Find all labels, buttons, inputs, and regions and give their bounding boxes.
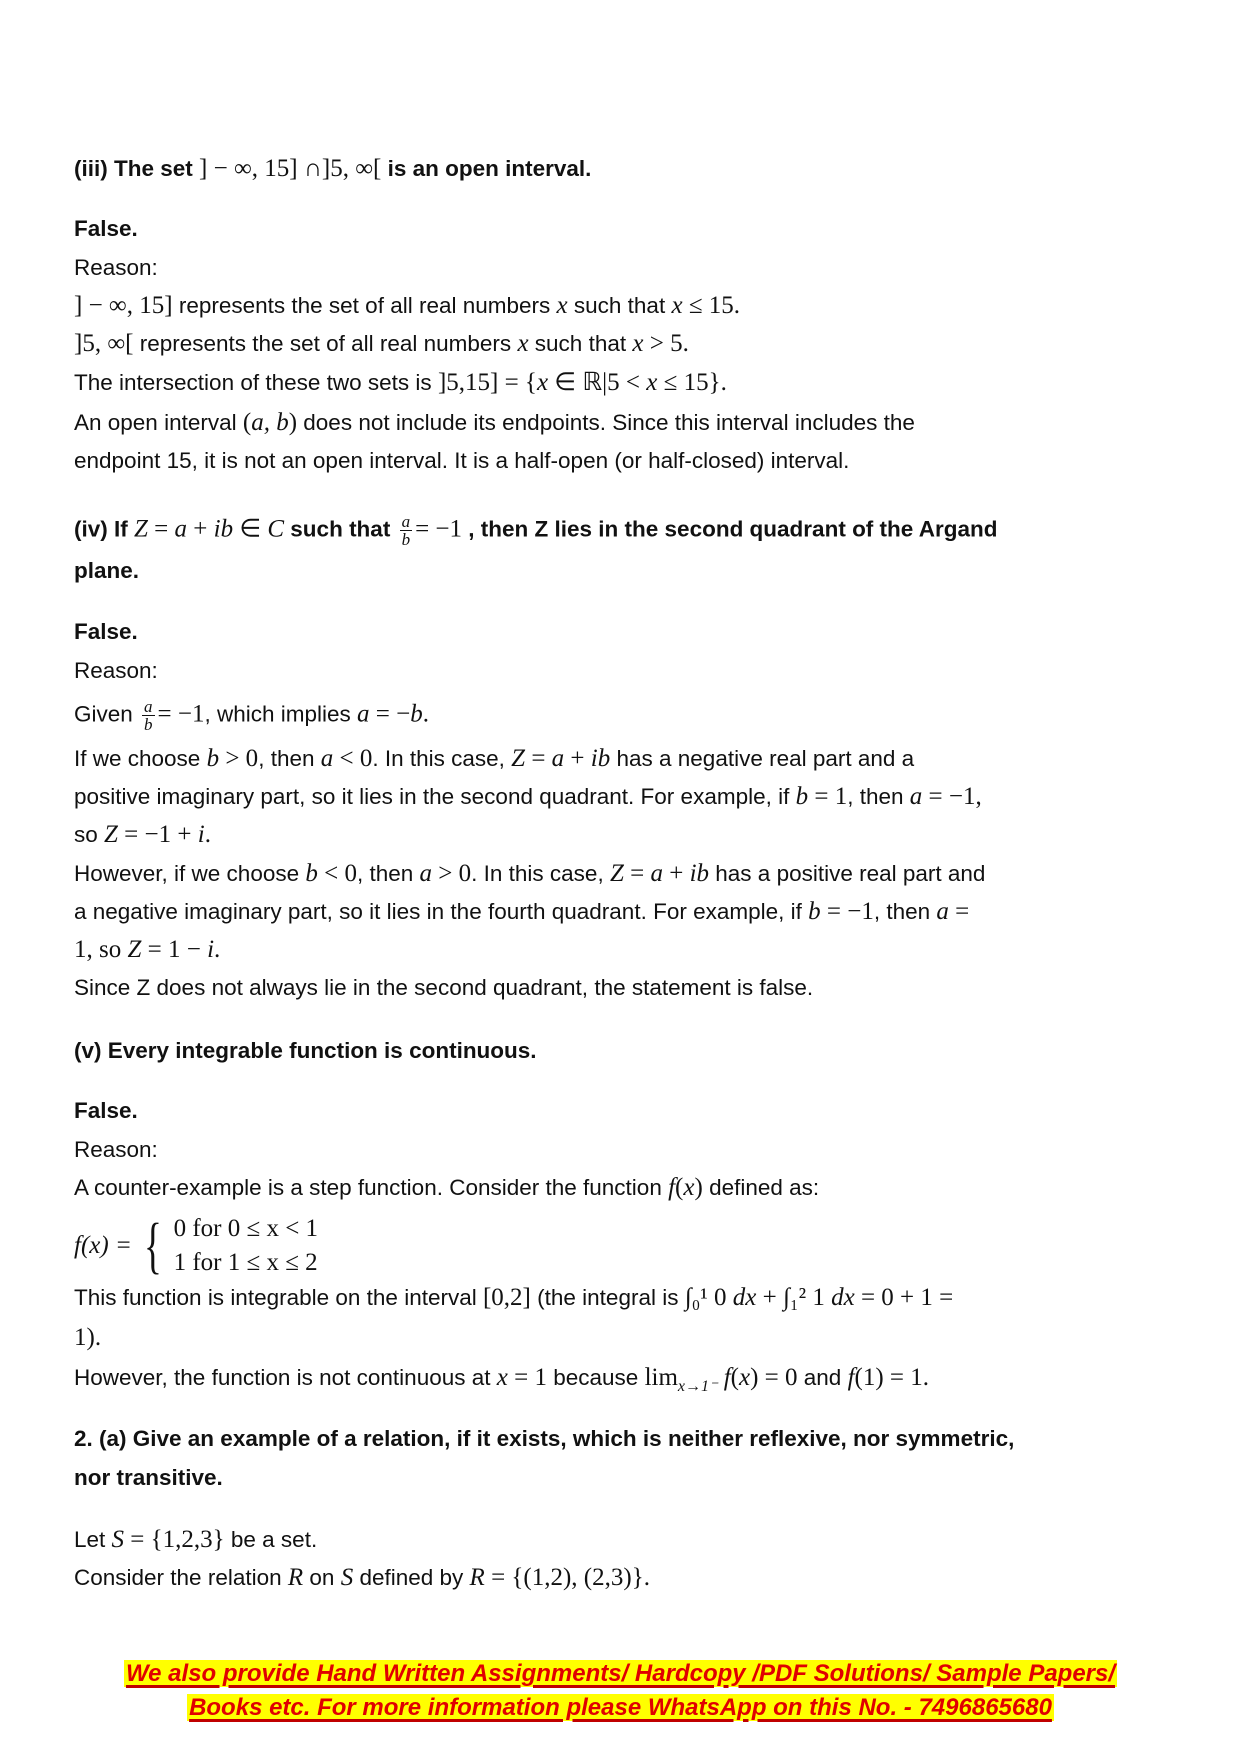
text-segment: be a set. xyxy=(224,1527,318,1552)
text-segment: , then xyxy=(258,746,321,771)
math-text: = xyxy=(623,860,651,887)
text-segment: (v) Every integrable function is continuous. xyxy=(74,1038,537,1063)
math-text: x→1⁻ xyxy=(677,1378,718,1395)
text-segment: 2. (a) Give an example of a relation, if it exists, which is neither reflexive, nor symmetric, xyxy=(74,1426,1015,1451)
text-segment: (iv) If xyxy=(74,516,134,542)
math-text: ]5,15] = { xyxy=(437,369,537,396)
math-text: = 1 xyxy=(507,1364,547,1391)
math-text: i xyxy=(207,936,215,963)
text-line xyxy=(74,1037,537,1065)
math-text: < 0 xyxy=(317,860,357,887)
text-line xyxy=(74,254,158,282)
text-segment: . In this case, xyxy=(471,861,610,886)
math-text: ib xyxy=(590,745,611,772)
math-text: ∈ ℝ|5 < xyxy=(548,369,647,396)
math-text: ) xyxy=(288,409,298,436)
text-line xyxy=(74,369,727,397)
math-text: Z xyxy=(511,745,526,772)
text-segment: If we choose xyxy=(74,746,207,771)
math-text: [0,2] xyxy=(482,1284,531,1311)
text-segment: . In this case, xyxy=(372,746,512,771)
math-text: Z xyxy=(134,515,148,543)
promo-line-1: We also provide Hand Written Assignments/ Hardcopy /PDF Solutions/ Sample Papers/ xyxy=(125,1660,1116,1687)
text-segment: represents the set of all real numbers xyxy=(139,331,518,356)
text-segment: and xyxy=(797,1365,848,1390)
text-line xyxy=(74,860,985,888)
text-line xyxy=(74,1526,317,1554)
math-text: + xyxy=(187,515,214,543)
text-segment: , which implies xyxy=(204,701,358,727)
text-segment: does not include its endpoints. Since this interval includes the xyxy=(297,410,915,435)
math-text: ib xyxy=(213,515,234,543)
text-segment: False. xyxy=(74,1098,138,1123)
piecewise-row: 1 for 1 ≤ x ≤ 2 xyxy=(173,1249,318,1276)
math-text: a xyxy=(357,700,370,728)
fraction-part: a xyxy=(144,697,153,716)
text-line xyxy=(74,1174,819,1202)
math-text: 0 xyxy=(707,1284,733,1311)
math-text: x xyxy=(671,292,683,319)
text-segment: a negative imaginary part, so it lies in the fourth quadrant. For example, if xyxy=(74,899,809,924)
math-text: = 1 − xyxy=(141,936,208,963)
math-text: + xyxy=(564,745,591,772)
math-text: dx xyxy=(831,1284,855,1311)
text-segment: Reason: xyxy=(74,255,158,280)
text-segment: This function is integrable on the interval xyxy=(74,1285,483,1310)
math-text: b xyxy=(410,700,423,728)
text-segment: Let xyxy=(74,1527,112,1552)
math-text: (1) = 1. xyxy=(854,1364,930,1391)
text-segment: has a negative real part and a xyxy=(610,746,915,771)
text-segment: so xyxy=(74,822,105,847)
text-line xyxy=(74,974,813,1002)
text-line xyxy=(74,1425,1014,1453)
math-text: = −1 xyxy=(157,700,205,728)
math-text: ₀¹ xyxy=(691,1284,708,1311)
promo-line-2: Books etc. For more information please WhatsApp on this No. - 7496865680 xyxy=(189,1694,1052,1721)
math-text: + ∫ xyxy=(756,1284,790,1311)
math-text: ₁² xyxy=(789,1284,807,1311)
math-text: b xyxy=(206,745,220,772)
math-text: R xyxy=(287,1564,304,1591)
text-line xyxy=(74,1464,223,1492)
math-text: 1 xyxy=(806,1284,832,1311)
math-text: a xyxy=(650,860,663,887)
math-text: = xyxy=(147,515,175,543)
text-segment: defined as: xyxy=(702,1175,820,1200)
math-text: < 0 xyxy=(333,745,373,772)
math-text: S xyxy=(340,1564,354,1591)
math-text: b xyxy=(795,783,809,810)
text-segment: , then Z lies in the second quadrant of the Argand xyxy=(462,516,998,542)
fraction xyxy=(400,513,413,548)
text-line xyxy=(74,936,220,964)
text-segment: on xyxy=(303,1565,341,1590)
math-text: a xyxy=(320,745,334,772)
text-line xyxy=(74,1136,158,1164)
fraction-part: b xyxy=(144,715,153,734)
math-text: = −1 + xyxy=(117,821,198,848)
math-text: ∫ xyxy=(684,1284,692,1311)
math-text: ] − ∞, 15] xyxy=(74,292,179,319)
piecewise-function xyxy=(74,1212,318,1280)
math-text: ) = 0 xyxy=(750,1364,798,1391)
math-text: = xyxy=(525,745,552,772)
math-text: > 5. xyxy=(643,330,689,357)
text-line xyxy=(74,513,997,548)
text-segment: such that xyxy=(284,516,397,542)
math-text: ) xyxy=(694,1174,703,1201)
text-segment: represents the set of all real numbers xyxy=(178,293,557,318)
text-line xyxy=(74,821,211,849)
math-text: R xyxy=(469,1564,485,1591)
math-text: b xyxy=(808,898,821,925)
math-text: = −1, xyxy=(922,783,982,810)
text-line xyxy=(74,745,914,773)
text-line xyxy=(74,618,138,646)
text-segment: Consider the relation xyxy=(74,1565,288,1590)
math-text: f xyxy=(847,1364,855,1391)
text-line xyxy=(74,1564,650,1592)
math-text: . xyxy=(204,821,211,848)
text-segment: such that xyxy=(567,293,672,318)
text-segment: Given xyxy=(74,701,140,727)
math-text: a xyxy=(174,515,188,543)
math-text: b xyxy=(305,860,318,887)
math-text: > 0 xyxy=(219,745,259,772)
math-text: 1). xyxy=(74,1324,102,1351)
text-segment: A counter-example is a step function. Consider the function xyxy=(74,1175,669,1200)
text-segment: False. xyxy=(74,216,138,241)
text-segment: Reason: xyxy=(74,1137,158,1162)
math-text: . xyxy=(422,700,429,728)
math-text: Z xyxy=(104,821,118,848)
math-text: a xyxy=(419,860,433,887)
text-segment: (iii) The set xyxy=(74,156,200,181)
math-text: = −1 xyxy=(415,515,463,543)
math-text: x xyxy=(556,292,568,319)
text-line xyxy=(74,1097,138,1125)
math-text: lim xyxy=(644,1364,678,1391)
math-text: a, b xyxy=(251,409,289,436)
text-line xyxy=(74,447,849,475)
text-segment: An open interval xyxy=(74,410,243,435)
math-text: f xyxy=(668,1174,676,1201)
text-segment: plane. xyxy=(74,558,140,583)
text-segment: endpoint 15, it is not an open interval. It is a half-open (or half-closed) interval. xyxy=(74,448,850,473)
text-segment: because xyxy=(546,1365,645,1390)
text-segment: , then xyxy=(847,784,910,809)
text-segment: is an open interval. xyxy=(387,156,592,181)
math-text: ] − ∞, 15] ∩]5, ∞[ xyxy=(199,155,388,182)
math-text: f xyxy=(717,1364,731,1391)
text-line xyxy=(74,1284,953,1312)
math-text: > 0 xyxy=(432,860,472,887)
text-segment: such that xyxy=(528,331,633,356)
math-text: dx xyxy=(732,1284,757,1311)
text-line xyxy=(74,1324,101,1352)
text-line xyxy=(74,698,429,733)
math-text: . xyxy=(214,936,221,963)
math-text: 1, so xyxy=(74,936,128,963)
text-line xyxy=(74,409,915,437)
text-segment: The intersection of these two sets is xyxy=(74,370,438,395)
text-segment: Reason: xyxy=(74,658,158,683)
math-text: ∈ xyxy=(233,515,268,543)
math-text: ]5, ∞[ xyxy=(74,330,140,357)
fraction-part: b xyxy=(401,530,411,549)
math-text: C xyxy=(267,515,285,543)
fraction-part: a xyxy=(401,512,411,531)
math-text: Z xyxy=(127,936,142,963)
math-text: ib xyxy=(689,860,710,887)
math-text: x xyxy=(646,369,658,396)
math-text: = −1 xyxy=(820,898,874,925)
text-segment: has a positive real part and xyxy=(709,861,986,886)
math-text: x xyxy=(536,369,549,396)
math-text: a xyxy=(551,745,565,772)
fraction xyxy=(142,698,155,733)
math-text: ≤ 15. xyxy=(682,292,741,319)
math-text: Z xyxy=(609,860,624,887)
math-text: = − xyxy=(369,700,411,728)
text-segment: , then xyxy=(356,861,420,886)
text-line xyxy=(74,783,982,811)
math-text: + xyxy=(662,860,690,887)
math-text: a xyxy=(936,898,949,925)
text-line xyxy=(74,155,591,183)
math-text: S xyxy=(111,1526,125,1553)
text-segment: However, if we choose xyxy=(74,861,306,886)
math-text: i xyxy=(197,821,205,848)
text-line xyxy=(74,557,139,585)
text-line xyxy=(74,330,689,358)
math-text: = xyxy=(948,898,970,925)
text-line xyxy=(74,1364,929,1401)
math-text: = {1,2,3} xyxy=(124,1526,225,1553)
text-segment: However, the function is not continuous at xyxy=(74,1365,497,1390)
math-text: ≤ 15}. xyxy=(657,369,727,396)
math-text: = {(1,2), (2,3)}. xyxy=(484,1564,650,1591)
math-text: ( xyxy=(730,1364,739,1391)
math-text: ( xyxy=(242,409,252,436)
math-text: x xyxy=(632,330,644,357)
math-text: ( xyxy=(675,1174,684,1201)
text-segment: Since Z does not always lie in the second quadrant, the statement is false. xyxy=(74,975,814,1000)
text-segment: , then xyxy=(873,899,937,924)
math-text: x xyxy=(683,1174,695,1201)
text-line xyxy=(74,215,138,243)
math-text: = 1 xyxy=(808,783,848,810)
brace: { xyxy=(143,1212,162,1280)
text-line xyxy=(74,292,740,320)
math-text: = 0 + 1 = xyxy=(854,1284,954,1311)
math-text: x xyxy=(517,330,529,357)
text-segment: positive imaginary part, so it lies in the second quadrant. For example, if xyxy=(74,784,796,809)
math-text: x xyxy=(738,1364,751,1391)
piecewise-lhs: f(x) = xyxy=(74,1232,132,1259)
math-text: a xyxy=(909,783,923,810)
math-text: x xyxy=(496,1364,508,1391)
text-line xyxy=(74,657,158,685)
text-segment: (the integral is xyxy=(530,1285,685,1310)
piecewise-row: 0 for 0 ≤ x < 1 xyxy=(173,1215,319,1242)
text-segment: defined by xyxy=(353,1565,470,1590)
text-segment: False. xyxy=(74,619,138,644)
text-line xyxy=(74,898,969,926)
text-segment: nor transitive. xyxy=(74,1465,223,1490)
